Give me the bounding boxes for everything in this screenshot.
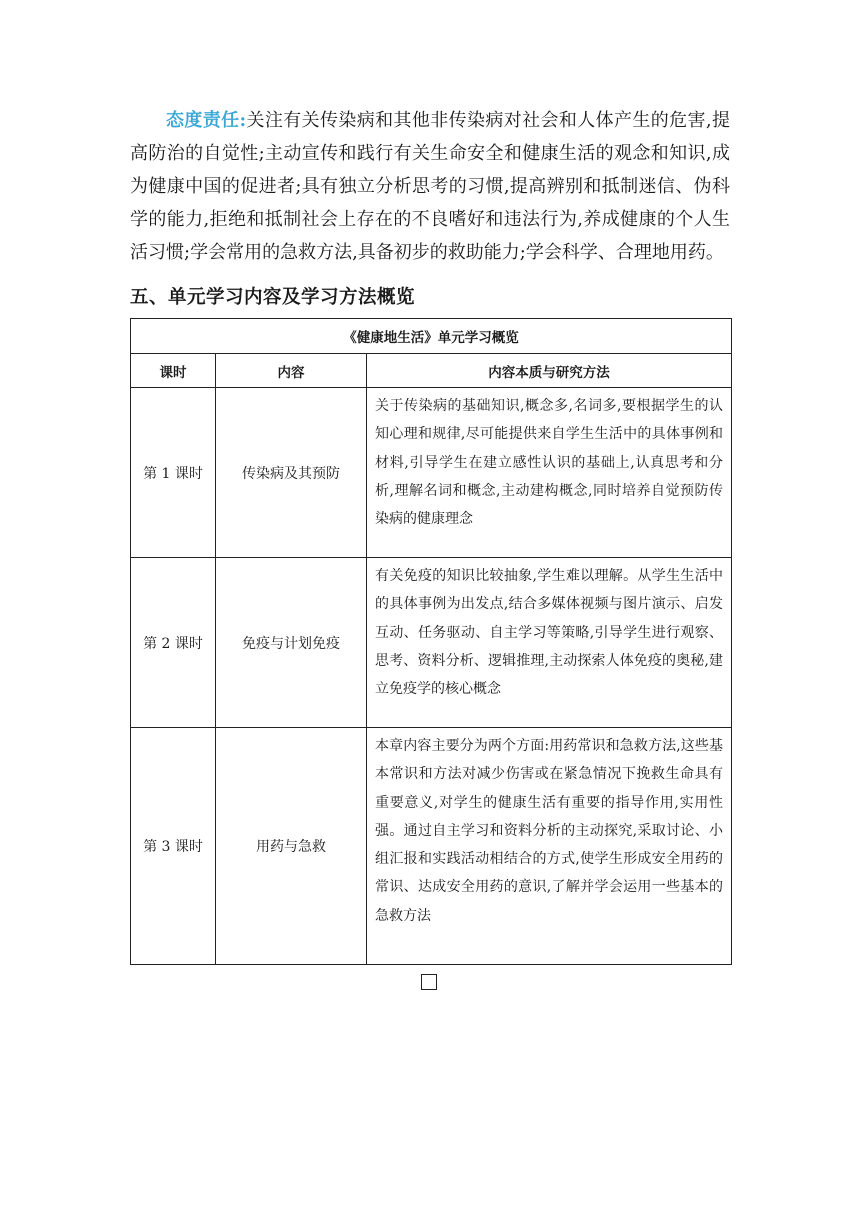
checkbox-square-icon [421, 974, 437, 990]
content-cell: 用药与急救 [216, 728, 367, 965]
header-content: 内容 [216, 354, 367, 388]
header-row [131, 354, 732, 388]
attitude-paragraph [130, 104, 730, 269]
attitude-text: 关注有关传染病和其他非传染病对社会和人体产生的危害,提高防治的自觉性;主动宣传和践行有关生命安全和健康生活的观念和知识,成为健康中国的促进者;具有独立分析思考的习惯,提高辨别和抵制迷信、伪科学的能力,拒绝和抵制社会上存在的不良嗜好和违法行为,养成健康的个人生活习惯;学会常用的急救方法,具备初步的救助能力;学会科学、合理地用药。 [130, 110, 730, 263]
table-row [131, 558, 732, 728]
table-row [131, 728, 732, 965]
lesson-cell: 第 2 课时 [131, 558, 216, 728]
lesson-cell: 第 1 课时 [131, 388, 216, 558]
header-method: 内容本质与研究方法 [367, 354, 732, 388]
lesson-cell: 第 3 课时 [131, 728, 216, 965]
caption-row [131, 319, 732, 354]
header-lesson: 课时 [131, 354, 216, 388]
content-cell: 传染病及其预防 [216, 388, 367, 558]
table-row [131, 388, 732, 558]
method-cell: 关于传染病的基础知识,概念多,名词多,要根据学生的认知心理和规律,尽可能提供来自学生生活中的具体事例和材料,引导学生在建立感性认识的基础上,认真思考和分析,理解名词和概念,主动建构概念,同时培养自觉预防传染病的健康理念 [367, 388, 732, 558]
content-cell: 免疫与计划免疫 [216, 558, 367, 728]
table-caption: 《健康地生活》单元学习概览 [131, 319, 732, 354]
method-cell: 有关免疫的知识比较抽象,学生难以理解。从学生生活中的具体事例为出发点,结合多媒体视频与图片演示、启发互动、任务驱动、自主学习等策略,引导学生进行观察、思考、资料分析、逻辑推理,主动探索人体免疫的奥秘,建立免疫学的核心概念 [367, 558, 732, 728]
method-cell: 本章内容主要分为两个方面:用药常识和急救方法,这些基本常识和方法对减少伤害或在紧急情况下挽救生命具有重要意义,对学生的健康生活有重要的指导作用,实用性强。通过自主学习和资料分析的主动探究,采取讨论、小组汇报和实践活动相结合的方式,使学生形成安全用药的常识、达成安全用药的意识,了解并学会运用一些基本的急救方法 [367, 728, 732, 965]
section-title: 五、单元学习内容及学习方法概览 [130, 287, 416, 308]
attitude-label: 态度责任: [166, 110, 247, 131]
overview-table [130, 318, 732, 965]
